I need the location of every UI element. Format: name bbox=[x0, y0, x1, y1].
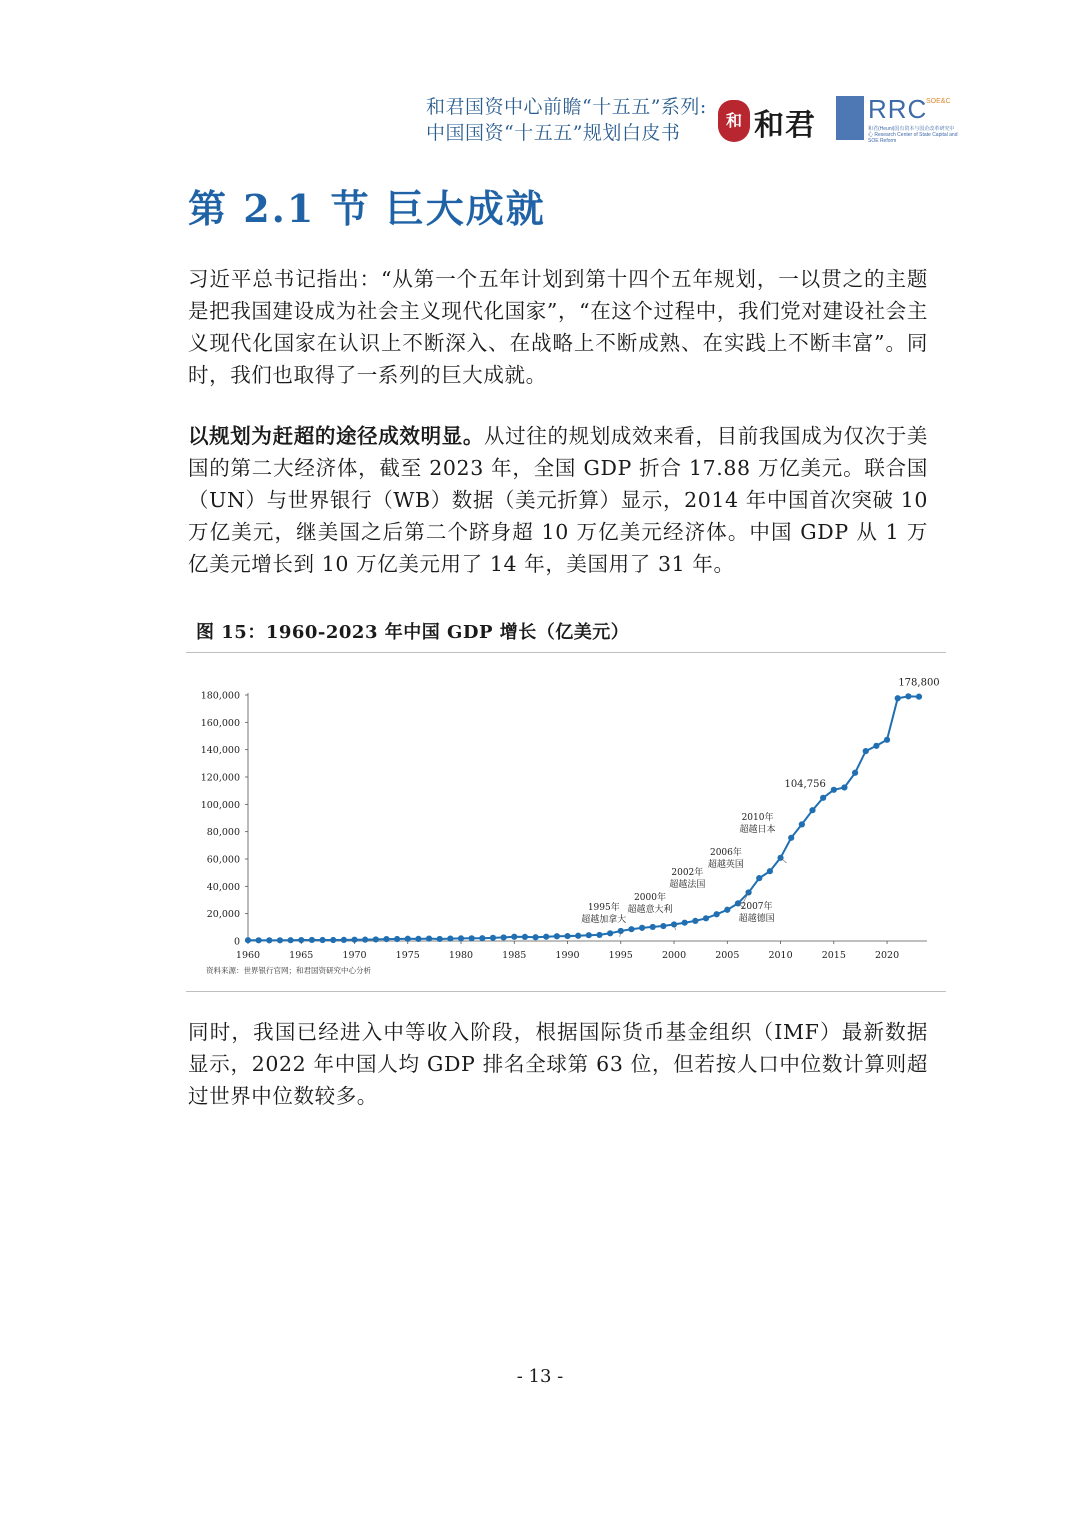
gdp-data-point bbox=[916, 694, 922, 700]
gdp-data-point bbox=[479, 935, 485, 941]
gdp-data-point bbox=[650, 924, 656, 930]
x-tick-label: 1990 bbox=[555, 950, 580, 961]
x-tick-label: 2020 bbox=[874, 950, 900, 961]
gdp-data-point bbox=[703, 915, 709, 921]
gdp-data-point bbox=[405, 936, 411, 942]
x-tick-label: 2005 bbox=[715, 950, 740, 961]
milestone-annotation-label: 2002年 bbox=[671, 868, 704, 878]
figure-caption: 图 15：1960-2023 年中国 GDP 增长（亿美元） bbox=[196, 622, 630, 643]
gdp-data-point bbox=[745, 889, 751, 895]
gdp-line-chart bbox=[186, 653, 946, 991]
gdp-data-point bbox=[266, 937, 272, 943]
gdp-data-point bbox=[394, 936, 400, 942]
milestone-annotation-label: 1995年 bbox=[587, 903, 620, 913]
y-tick-label: 160,000 bbox=[200, 717, 240, 729]
gdp-data-point bbox=[852, 770, 858, 776]
gdp-data-point bbox=[522, 934, 528, 940]
gdp-data-point bbox=[799, 821, 805, 827]
x-tick-label: 1965 bbox=[289, 950, 314, 961]
gdp-data-point bbox=[490, 935, 496, 941]
paragraph-1: 习近平总书记指出：“从第一个五年计划到第十四个五年规划，一以贯之的主题是把我国建设成为社会主义现代化国家”，“在这个过程中，我们党对建设社会主义现代化国家在认识上不断深入、在战略上不断成熟、在实践上不断丰富”。同时，我们也取得了一系列的巨大成就。 bbox=[188, 267, 928, 387]
gdp-data-point bbox=[863, 748, 869, 754]
gdp-data-point bbox=[831, 787, 837, 793]
gdp-data-point bbox=[426, 936, 432, 942]
paragraph-2-body: 从过往的规划成效来看，目前我国成为仅次于美国的第二大经济体，截至 2023 年，全国 GDP 折合 17.88 万亿美元。联合国（UN）与世界银行（WB）数据（美元折算）显示，2014 年中国首次突破 10 万亿美元，继美国之后第二个跻身超 10 万亿美元经济体。中国 GDP 从 1 万亿美元增长到 10 万亿美元用了 14 年，美国用了 31 年。 bbox=[188, 424, 928, 576]
gdp-data-point bbox=[596, 932, 602, 938]
gdp-data-point bbox=[415, 936, 421, 942]
gdp-data-point bbox=[586, 932, 592, 938]
milestone-annotation-label: 2010年 bbox=[741, 813, 774, 823]
gdp-data-point bbox=[767, 868, 773, 874]
gdp-data-point bbox=[245, 937, 251, 943]
section-title: 第 2.1 节 巨大成就 bbox=[188, 186, 546, 231]
gdp-data-point bbox=[809, 807, 815, 813]
gdp-data-point bbox=[532, 934, 538, 940]
hejun-seal-icon: 和 bbox=[718, 100, 750, 142]
gdp-data-point bbox=[639, 925, 645, 931]
gdp-data-point bbox=[554, 933, 560, 939]
gdp-data-point bbox=[575, 933, 581, 939]
gdp-data-point bbox=[788, 835, 794, 841]
x-tick-label: 2010 bbox=[768, 950, 793, 961]
gdp-data-point bbox=[351, 937, 357, 943]
gdp-data-point bbox=[437, 936, 443, 942]
gdp-data-point bbox=[277, 937, 283, 943]
gdp-data-point bbox=[628, 926, 634, 932]
gdp-data-point bbox=[660, 923, 666, 929]
y-tick-label: 80,000 bbox=[206, 827, 240, 839]
hejun-logo bbox=[718, 98, 828, 144]
y-tick-label: 40,000 bbox=[206, 881, 240, 893]
data-value-label: 178,800 bbox=[898, 677, 940, 689]
gdp-data-point bbox=[256, 937, 262, 943]
rrc-logo bbox=[836, 94, 958, 144]
gdp-data-point bbox=[362, 937, 368, 943]
gdp-data-point bbox=[682, 920, 688, 926]
gdp-data-point bbox=[895, 695, 901, 701]
header-title bbox=[426, 94, 726, 146]
gdp-data-point bbox=[607, 930, 613, 936]
gdp-data-point bbox=[298, 937, 304, 943]
y-tick-label: 0 bbox=[233, 936, 240, 948]
x-tick-label: 1970 bbox=[342, 950, 367, 961]
gdp-data-point bbox=[756, 875, 762, 881]
rrc-block-icon bbox=[836, 96, 864, 140]
rrc-logo-text: RRC bbox=[868, 94, 928, 124]
gdp-data-point bbox=[543, 934, 549, 940]
y-tick-label: 120,000 bbox=[200, 772, 240, 784]
gdp-data-point bbox=[341, 937, 347, 943]
header-line-1: 和君国资中心前瞻“十五五”系列: bbox=[426, 96, 707, 118]
y-tick-label: 60,000 bbox=[206, 854, 240, 866]
gdp-data-point bbox=[511, 934, 517, 940]
x-tick-label: 1985 bbox=[502, 950, 527, 961]
chart-source-note: 资料来源：世界银行官网；和君国资研究中心分析 bbox=[206, 966, 371, 975]
gdp-data-point bbox=[501, 934, 507, 940]
gdp-data-point bbox=[288, 937, 294, 943]
rrc-logo-superscript: SOE&C bbox=[926, 98, 951, 105]
gdp-data-point bbox=[564, 933, 570, 939]
milestone-annotation-label: 超越日本 bbox=[739, 825, 776, 835]
gdp-data-point bbox=[714, 911, 720, 917]
data-value-label: 104,756 bbox=[784, 778, 826, 790]
milestone-annotation-label: 2007年 bbox=[740, 902, 773, 912]
x-tick-label: 2000 bbox=[661, 950, 687, 961]
paragraph-2-lead: 以规划为赶超的途径成效明显。 bbox=[188, 424, 485, 448]
gdp-data-point bbox=[319, 937, 325, 943]
gdp-data-point bbox=[873, 743, 879, 749]
milestone-annotation-label: 2006年 bbox=[709, 848, 742, 858]
header-line-2: 中国国资“十五五”规划白皮书 bbox=[426, 122, 681, 144]
milestone-annotation-label: 超越加拿大 bbox=[581, 915, 627, 925]
milestone-annotation-label: 超越法国 bbox=[669, 880, 706, 890]
gdp-series-line bbox=[248, 696, 919, 940]
hejun-logo-text: 和君 bbox=[754, 108, 816, 143]
gdp-data-point bbox=[458, 935, 464, 941]
gdp-data-point bbox=[841, 784, 847, 790]
gdp-data-point bbox=[820, 795, 826, 801]
gdp-data-point bbox=[383, 936, 389, 942]
gdp-data-point bbox=[618, 928, 624, 934]
milestone-annotation-label: 超越意大利 bbox=[627, 905, 673, 915]
milestone-annotation-label: 超越英国 bbox=[707, 860, 744, 870]
x-tick-label: 1980 bbox=[448, 950, 474, 961]
paragraph-2 bbox=[188, 420, 928, 580]
gdp-data-point bbox=[884, 737, 890, 743]
gdp-data-point bbox=[309, 937, 315, 943]
x-tick-label: 1960 bbox=[235, 950, 261, 961]
milestone-annotation-label: 2000年 bbox=[634, 893, 666, 903]
y-tick-label: 180,000 bbox=[200, 690, 240, 702]
y-tick-label: 20,000 bbox=[206, 909, 240, 921]
x-tick-label: 2015 bbox=[821, 950, 846, 961]
x-tick-label: 1995 bbox=[608, 950, 633, 961]
x-tick-label: 1975 bbox=[395, 950, 420, 961]
paragraph-3: 同时，我国已经进入中等收入阶段，根据国际货币基金组织（IMF）最新数据显示，2022 年中国人均 GDP 排名全球第 63 位，但若按人口中位数计算则超过世界中位数较多。 bbox=[188, 1020, 928, 1108]
gdp-data-point bbox=[373, 936, 379, 942]
gdp-data-point bbox=[469, 935, 475, 941]
figure-bottom-rule bbox=[186, 991, 946, 992]
rrc-logo-subtitle: 和君(Heuni)国有资本与国企改革研究中心 Research Center of State Capital and SOE Reform bbox=[868, 126, 958, 144]
y-tick-label: 100,000 bbox=[200, 799, 240, 811]
gdp-data-point bbox=[330, 937, 336, 943]
gdp-data-point bbox=[724, 907, 730, 913]
y-tick-label: 140,000 bbox=[200, 745, 240, 757]
gdp-data-point bbox=[905, 693, 911, 699]
page-number: - 13 - bbox=[516, 1366, 564, 1387]
gdp-data-point bbox=[447, 935, 453, 941]
page-header bbox=[0, 94, 1080, 154]
milestone-annotation-label: 超越德国 bbox=[738, 914, 775, 924]
